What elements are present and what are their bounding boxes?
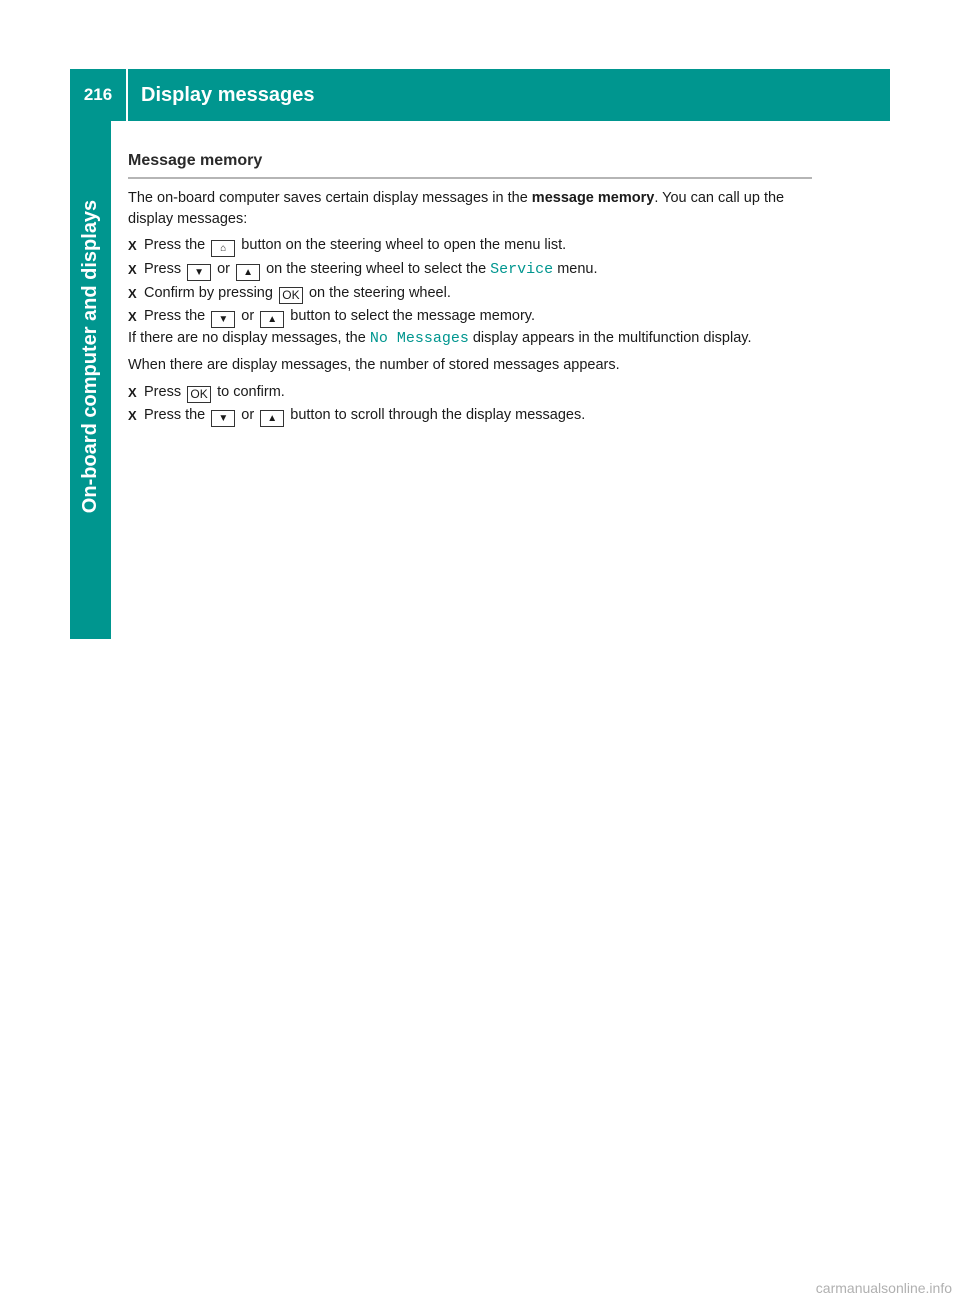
step-item: X Confirm by pressing OK on the steering wheel. xyxy=(128,285,451,302)
ok-button-icon: OK xyxy=(187,386,211,403)
step-item: X Press OK to confirm. xyxy=(128,384,285,401)
up-button-icon: ▲ xyxy=(236,264,260,281)
step-arrow-icon: X xyxy=(128,286,137,301)
side-tab-label: On-board computer and displays xyxy=(79,199,102,513)
page-number: 216 xyxy=(83,85,113,104)
display-text-service: Service xyxy=(490,261,554,278)
step-item: X Press the ▼ or ▲ button to select the message memory. xyxy=(128,306,812,328)
up-button-icon: ▲ xyxy=(260,311,284,328)
down-button-icon: ▼ xyxy=(211,311,235,328)
step-arrow-icon: X xyxy=(128,238,137,253)
step-arrow-icon: X xyxy=(128,309,137,324)
step-arrow-icon: X xyxy=(128,262,137,277)
ok-button-icon: OK xyxy=(279,287,303,304)
step-arrow-icon: X xyxy=(128,385,137,400)
home-button-icon: ⌂ xyxy=(211,240,235,257)
side-tab-label-wrap xyxy=(70,121,111,591)
header-divider xyxy=(126,69,128,121)
down-button-icon: ▼ xyxy=(187,264,211,281)
display-text-no-messages: No Messages xyxy=(369,330,469,347)
bold-term: message memory xyxy=(531,190,655,206)
step-item: X Press the ⌂ button on the steering wheel to open the menu list. xyxy=(128,235,812,257)
page-title: Display messages xyxy=(141,83,315,106)
result-text xyxy=(128,328,812,376)
result-line: When there are display messages, the number of stored messages appears. xyxy=(128,357,620,373)
step-item: X Press ▼ or ▲ on the steering wheel to select the Service menu. xyxy=(128,259,812,281)
watermark: carmanualsonline.info xyxy=(815,1280,952,1296)
step-item: X Press the ▼ or ▲ button to scroll through the display messages. xyxy=(128,405,812,427)
down-button-icon: ▼ xyxy=(211,410,235,427)
intro-paragraph: The on-board computer saves certain display messages in the message memory. You can call up the display messages: xyxy=(128,190,785,227)
result-line: If there are no display messages, the No Messages display appears in the multifunction display. xyxy=(128,330,752,347)
up-button-icon: ▲ xyxy=(260,410,284,427)
section-title: Message memory xyxy=(128,150,812,179)
step-arrow-icon: X xyxy=(128,408,137,423)
main-content xyxy=(128,150,812,429)
